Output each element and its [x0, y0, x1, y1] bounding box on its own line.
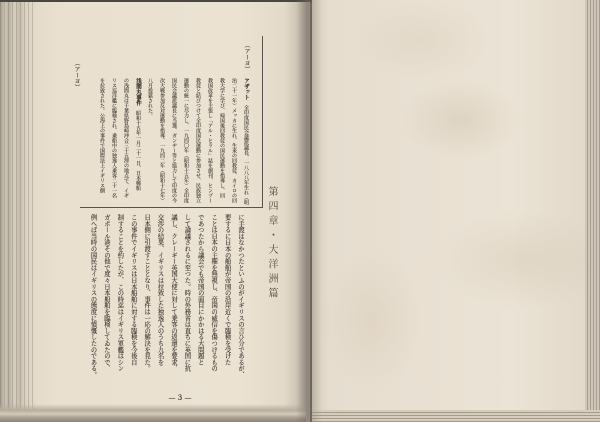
- text-column: 要するに日本の船舶が帝国の沿岸近くで臨検を受けた: [223, 214, 231, 366]
- bottom-right-page-stack: [312, 410, 600, 422]
- text-column: の浅間丸は千葉県野島崎沖合三十五浬の地点で、イギ: [123, 78, 129, 198]
- entry-text: 昭和十五年一月二十一日、日本郵船: [135, 105, 141, 191]
- entry-headword: 浅間丸事件: [135, 78, 141, 106]
- glossary-box-border: [262, 36, 263, 208]
- text-column: 例へば当時の国民はイギリスの態度に憤慨したのである。: [89, 214, 97, 378]
- running-label: （アーヨ）: [243, 42, 250, 72]
- text-column: 制することを約したが、この時迄はイギリス軍艦はシン: [116, 214, 124, 372]
- page-number: — 3 —: [168, 394, 192, 402]
- text-column: [240, 78, 252, 206]
- text-column: 教徒と結びつけて全印度国民運動に参加させ、民族独立: [195, 78, 201, 203]
- text-column: 交渉の結果、イギリスは拉致した独逸人のうち九名を: [156, 214, 164, 366]
- text-column: 教大学に学び、帰国後回教徒の国民運動を指導し、回: [219, 78, 225, 198]
- text-column: 議し、クレーギー英国大使に対して乗客の返還を要求、: [169, 214, 177, 372]
- text-column: 次大戦参加反対運動を指導、一九四二年（昭和十七年）: [159, 78, 165, 203]
- text-column: 国民会議派議長に当選、ガンヂー等と協力して印度の今: [171, 78, 177, 203]
- text-column: リス巡洋艦に臨検され、乗船中の独逸人乗客二十一名: [111, 78, 117, 198]
- text-column: 八月投獄された。: [147, 78, 153, 118]
- text-column: 運動の統一に尽力し、一九四〇年（昭和十五年）全印度: [183, 78, 189, 203]
- text-column: を拉致された。公海上の事件で国際法上イギリス側: [99, 78, 105, 193]
- entry-text: 全印度国民会議派議長、一八八八年生れ（明: [243, 100, 249, 205]
- right-page-blank: [312, 0, 600, 422]
- text-column: に手渡はなかつたといふのがイギリスの言ひ分であるが、: [237, 214, 244, 378]
- text-column: であつたから議会でも帝国の面目にかかはる大問題と: [196, 214, 204, 366]
- section-divider-rule: [80, 207, 263, 208]
- text-column: [132, 78, 144, 206]
- text-column: ことは日本の主権を無視し、帝国の威信を傷つけるもの: [210, 214, 218, 372]
- text-column: 治二十一年）メッカに生れ、生来の回教徒、カイロの回: [231, 78, 237, 203]
- text-column: この事件でイギリスは日本船舶に対する臨検を今後自: [129, 214, 137, 366]
- right-page-stack-edge: [585, 0, 600, 422]
- running-label: （アーヨ）: [73, 60, 80, 90]
- left-page-stack-edge: [0, 2, 34, 422]
- bottom-left-page-stack: [0, 404, 306, 422]
- glossary-text: [94, 78, 252, 206]
- book-gutter-shadow: [296, 0, 322, 422]
- chapter-title: 第四章・大洋洲篇: [266, 186, 277, 302]
- body-text: [85, 214, 247, 380]
- entry-headword: アザット: [243, 78, 249, 100]
- text-column: 教国改革を主張し「アル・ヒラル」誌を創刊、ヒンヅー: [207, 78, 213, 203]
- text-column: ガポール港その他で度々日本船舶を臨検してゐたので、: [102, 214, 110, 372]
- text-column: 日本側に引渡すこととなり、事件は一応の解決を見た。: [143, 214, 151, 372]
- text-column: して論議されるに至つた。時の外務省は直ちに英国に抗: [183, 214, 191, 372]
